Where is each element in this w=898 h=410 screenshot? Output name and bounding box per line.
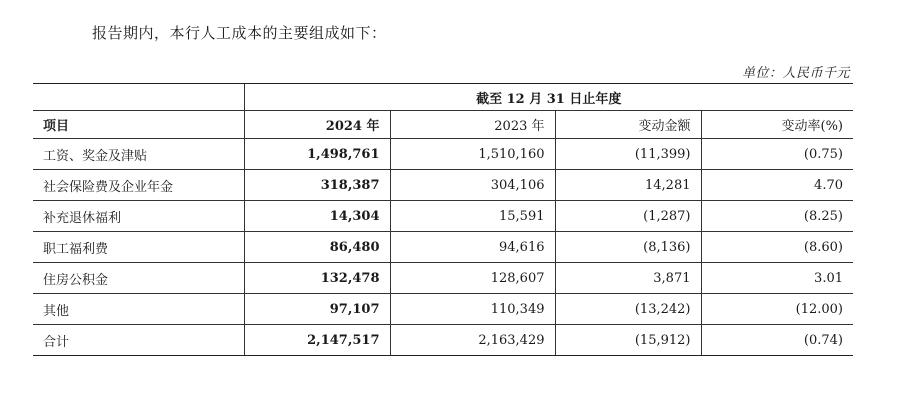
cell-change-rate: 3.01 bbox=[701, 263, 853, 294]
cell-2024: 132,478 bbox=[244, 263, 390, 294]
cell-2024: 1,498,761 bbox=[244, 139, 390, 170]
column-header-row bbox=[33, 111, 853, 139]
cell-2024: 97,107 bbox=[244, 294, 390, 325]
table-row bbox=[33, 201, 853, 232]
cell-change-amount: (15,912) bbox=[555, 325, 701, 356]
cell-change-rate: (8.25) bbox=[701, 201, 853, 232]
table-row bbox=[33, 232, 853, 263]
column-header-item: 项目 bbox=[33, 111, 244, 139]
cell-change-amount: (8,136) bbox=[555, 232, 701, 263]
unit-note: 单位：人民币千元 bbox=[741, 66, 850, 81]
cell-2023: 128,607 bbox=[390, 263, 555, 294]
column-header-2023: 2023 年 bbox=[390, 111, 555, 139]
cell-change-amount: (13,242) bbox=[555, 294, 701, 325]
cell-2023: 2,163,429 bbox=[390, 325, 555, 356]
cell-change-rate: 4.70 bbox=[701, 170, 853, 201]
row-label: 住房公积金 bbox=[33, 263, 244, 294]
cell-2023: 1,510,160 bbox=[390, 139, 555, 170]
column-header-change-amount: 变动金额 bbox=[555, 111, 701, 139]
cell-2024: 318,387 bbox=[244, 170, 390, 201]
group-header-row bbox=[33, 84, 853, 111]
row-label: 补充退休福利 bbox=[33, 201, 244, 232]
cell-2024: 14,304 bbox=[244, 201, 390, 232]
row-label: 合计 bbox=[33, 325, 244, 356]
table-row bbox=[33, 263, 853, 294]
row-label: 其他 bbox=[33, 294, 244, 325]
cell-2023: 304,106 bbox=[390, 170, 555, 201]
row-label: 工资、奖金及津贴 bbox=[33, 139, 244, 170]
cell-2023: 110,349 bbox=[390, 294, 555, 325]
cell-2024: 86,480 bbox=[244, 232, 390, 263]
row-label: 社会保险费及企业年金 bbox=[33, 170, 244, 201]
row-label: 职工福利费 bbox=[33, 232, 244, 263]
column-header-2024: 2024 年 bbox=[244, 111, 390, 139]
cell-2023: 15,591 bbox=[390, 201, 555, 232]
cell-change-rate: (12.00) bbox=[701, 294, 853, 325]
cell-change-rate: (0.75) bbox=[701, 139, 853, 170]
group-header-blank bbox=[33, 84, 244, 111]
cell-change-rate: (8.60) bbox=[701, 232, 853, 263]
column-header-change-rate: 变动率(%) bbox=[701, 111, 853, 139]
table-row bbox=[33, 294, 853, 325]
cell-change-amount: 14,281 bbox=[555, 170, 701, 201]
cell-change-amount: (1,287) bbox=[555, 201, 701, 232]
table-row bbox=[33, 139, 853, 170]
labor-cost-table bbox=[33, 83, 853, 356]
table-row bbox=[33, 170, 853, 201]
cell-2023: 94,616 bbox=[390, 232, 555, 263]
cell-change-amount: (11,399) bbox=[555, 139, 701, 170]
total-row bbox=[33, 325, 853, 356]
cell-change-amount: 3,871 bbox=[555, 263, 701, 294]
group-header: 截至 12 月 31 日止年度 bbox=[244, 84, 853, 111]
cell-2024: 2,147,517 bbox=[244, 325, 390, 356]
intro-text: 报告期内，本行人工成本的主要组成如下： bbox=[92, 24, 387, 42]
cell-change-rate: (0.74) bbox=[701, 325, 853, 356]
